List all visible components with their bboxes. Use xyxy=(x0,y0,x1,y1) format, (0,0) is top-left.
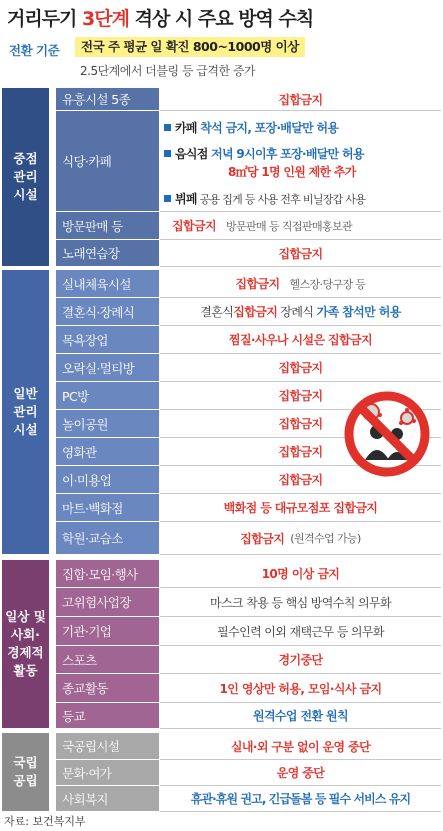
facility-cinema xyxy=(56,438,159,465)
row-divider xyxy=(160,325,441,326)
row-divider xyxy=(160,702,441,703)
rule-karaoke xyxy=(160,240,441,266)
bullet-title: 뷔페 xyxy=(175,192,197,206)
facility-karaoke xyxy=(56,240,159,266)
category-label: 일상 및 사회· 경제적 활동 xyxy=(5,608,46,679)
facility-culture-leisure xyxy=(56,760,159,785)
rule-restaurant-limit xyxy=(228,163,356,180)
facility-label: 이·미용업 xyxy=(62,472,112,488)
facility-label: 사회복지 xyxy=(62,791,108,807)
row-divider xyxy=(160,110,441,111)
rule-text: 10명 이상 금지 xyxy=(261,567,340,581)
rule-buffet xyxy=(164,190,365,207)
facility-label: 놀이공원 xyxy=(62,416,108,432)
rule-note: 방문판매 등 직접판매홍보관 xyxy=(225,219,353,233)
rule-text: 집합금지 xyxy=(172,219,216,233)
facility-label: 노래연습장 xyxy=(62,246,120,261)
rule-text: 마스크 착용 등 핵심 방역수칙 의무화 xyxy=(210,595,391,610)
rule-bathhouse xyxy=(160,326,441,353)
row-divider xyxy=(160,587,441,588)
facility-label: PC방 xyxy=(62,388,89,404)
facility-label: 국공립시설 xyxy=(62,739,120,754)
facility-label: 고위험사업장 xyxy=(62,595,131,610)
row-divider xyxy=(160,811,441,812)
rule-sports xyxy=(160,646,441,673)
bullet-text: 공용 집게 등 사용 전후 비닐장갑 사용 xyxy=(196,193,366,206)
facility-beauty-salon xyxy=(56,466,159,493)
facility-school xyxy=(56,703,159,728)
facility-label: 방문판매 등 xyxy=(62,218,123,234)
facility-amusement-park xyxy=(56,410,159,437)
bullet-icon xyxy=(164,195,171,202)
rule-school xyxy=(160,703,441,728)
facility-label: 스포츠 xyxy=(62,652,97,668)
facility-label: 오락실·멀티방 xyxy=(62,360,135,376)
rule-text: 집합금지 xyxy=(233,305,278,319)
criteria-main: 전국 주 평균 일 확진 800~1000명 이상 xyxy=(75,37,305,57)
rule-restaurant xyxy=(164,145,364,162)
bullet-icon xyxy=(164,150,171,157)
rule-text: 집합금지 xyxy=(278,361,323,375)
facility-social-welfare xyxy=(56,786,159,811)
facility-mart-department xyxy=(56,494,159,521)
rule-text: 집합금지 xyxy=(278,92,323,107)
category-label: 일반 관리 시설 xyxy=(13,385,38,438)
rule-text: 원격수업 전환 원칙 xyxy=(252,709,349,723)
rule-note: 헬스장·당구장 등 xyxy=(289,277,366,291)
rule-arcade xyxy=(160,354,441,381)
row-divider xyxy=(160,493,441,494)
rule-entertainment xyxy=(160,88,441,110)
criteria-label: 전환 기준 xyxy=(9,43,60,58)
category-general xyxy=(2,270,49,554)
rule-text: 집합금지 xyxy=(278,445,323,459)
facility-academy xyxy=(56,522,159,554)
rule-text: 집합금지 xyxy=(278,389,323,403)
facility-label: 식당·카페 xyxy=(62,154,112,169)
facility-entertainment xyxy=(56,88,159,110)
category-priority xyxy=(2,88,49,266)
row-divider xyxy=(160,785,441,786)
rule-text: 집합금지 xyxy=(278,473,323,487)
facility-door-to-door xyxy=(56,212,159,239)
rule-cafe xyxy=(164,119,338,136)
row-divider xyxy=(160,554,441,555)
rule-gatherings xyxy=(160,560,441,587)
row-divider xyxy=(160,239,441,240)
category-daily-social xyxy=(2,560,49,728)
rule-label: 장례식 xyxy=(277,305,317,319)
rule-text: 1인 영상만 허용, 모임·식사 금지 xyxy=(219,681,382,696)
facility-label: 마트·백화점 xyxy=(62,500,123,516)
facility-wedding-funeral xyxy=(56,298,159,325)
rule-institutions xyxy=(160,617,441,645)
facility-label: 등교 xyxy=(62,708,85,724)
facility-label: 실내체육시설 xyxy=(62,276,131,292)
row-divider xyxy=(160,521,441,522)
row-divider xyxy=(160,266,441,267)
rule-text: 필수인력 이외 재택근무 등 의무화 xyxy=(217,624,384,639)
rule-door-to-door xyxy=(160,212,441,239)
facility-bathhouse xyxy=(56,326,159,353)
rule-social-welfare xyxy=(160,786,441,811)
facility-gatherings xyxy=(56,560,159,587)
rule-text: 집합금지 xyxy=(278,246,323,261)
facility-label: 결혼식·장례식 xyxy=(62,304,135,320)
rule-public-facilities xyxy=(160,733,441,759)
rule-text: 집합금지 xyxy=(278,417,323,431)
facility-label: 영화관 xyxy=(62,444,97,460)
rule-text: 찜질·사우나 시설은 집합금지 xyxy=(228,333,373,347)
facility-high-risk xyxy=(56,588,159,616)
facility-label: 종교활동 xyxy=(62,681,108,696)
category-label: 국립 공립 xyxy=(13,754,38,788)
bullet-icon xyxy=(164,124,171,131)
bullet-text: 저녁 9시이후 포장·배달만 허용 xyxy=(207,147,364,161)
rule-text: 운영 중단 xyxy=(276,766,325,780)
rule-note: (원격수업 가능) xyxy=(290,532,361,545)
facility-religion xyxy=(56,674,159,702)
facility-institutions xyxy=(56,617,159,645)
facility-label: 학원·교습소 xyxy=(62,531,123,546)
row-divider xyxy=(160,728,441,729)
bullet-text: 8㎡당 1명 인원 제한 추가 xyxy=(228,165,356,179)
rule-text: 가족 참석만 허용 xyxy=(316,305,401,319)
rule-academy xyxy=(160,522,441,554)
rule-mart-department xyxy=(160,494,441,521)
row-divider xyxy=(160,353,441,354)
rule-wedding-funeral xyxy=(160,298,441,325)
row-divider xyxy=(160,297,441,298)
facility-arcade xyxy=(56,354,159,381)
rule-text: 집합금지 xyxy=(235,277,280,291)
rule-indoor-sports xyxy=(160,270,441,297)
row-divider xyxy=(160,211,441,212)
bullet-title: 카페 xyxy=(175,121,197,135)
category-label: 중점 관리 시설 xyxy=(13,150,38,203)
no-gathering-virus-icon xyxy=(341,388,433,480)
rule-text: 휴관·휴원 권고, 긴급돌봄 등 필수 서비스 유지 xyxy=(190,792,411,806)
facility-label: 목욕장업 xyxy=(62,332,108,348)
title-highlight: 3단계 xyxy=(82,8,129,30)
title-text: 거리두기 xyxy=(7,8,83,30)
rule-religion xyxy=(160,674,441,702)
facility-label: 문화·여가 xyxy=(62,765,112,781)
row-divider xyxy=(160,381,441,382)
facility-pc-room xyxy=(56,382,159,409)
category-public xyxy=(2,733,49,811)
source-credit: 자료: 보건복지부 xyxy=(4,815,86,828)
facility-label: 집합·모임·행사 xyxy=(62,566,138,582)
rule-culture-leisure xyxy=(160,760,441,785)
facility-label: 유흥시설 5종 xyxy=(62,92,131,107)
facility-restaurant-cafe xyxy=(56,111,159,211)
row-divider xyxy=(160,616,441,617)
facility-sports xyxy=(56,646,159,673)
title-text-end: 격상 시 주요 방역 수칙 xyxy=(128,8,314,30)
facility-label: 기관·기업 xyxy=(62,624,112,639)
rule-label: 결혼식 xyxy=(200,305,234,319)
page-title xyxy=(7,4,313,31)
facility-public-facilities xyxy=(56,733,159,759)
rule-text: 경기중단 xyxy=(278,653,323,667)
bullet-text: 착석 금지, 포장·배달만 허용 xyxy=(196,121,339,135)
criteria-sub: 2.5단계에서 더블링 등 급격한 증가 xyxy=(80,64,256,78)
rule-text: 백화점 등 대규모점포 집합금지 xyxy=(223,501,378,515)
row-divider xyxy=(160,673,441,674)
rule-text: 실내·외 구분 없이 운영 중단 xyxy=(230,739,371,754)
rule-text: 집합금지 xyxy=(240,531,285,546)
bullet-title: 음식점 xyxy=(175,147,208,161)
row-divider xyxy=(160,645,441,646)
rule-high-risk xyxy=(160,588,441,616)
row-divider xyxy=(160,759,441,760)
facility-indoor-sports xyxy=(56,270,159,297)
